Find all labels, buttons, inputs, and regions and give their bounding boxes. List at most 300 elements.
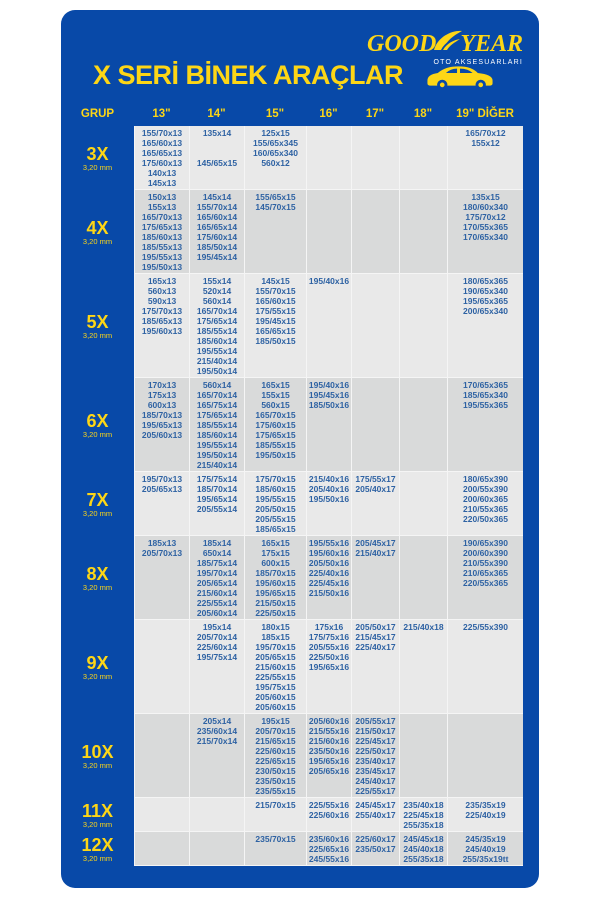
tire-size: 185/70x15 bbox=[255, 567, 296, 578]
group-gauge: 3,20 mm bbox=[82, 429, 113, 439]
tire-size: 210/65x365 bbox=[463, 567, 508, 578]
tire-size: 155/70x14 bbox=[196, 201, 238, 212]
tire-size: 245/40x17 bbox=[355, 775, 396, 786]
tire-size: 235/70x15 bbox=[255, 833, 296, 844]
sizes-4x-col2 bbox=[244, 190, 306, 274]
tire-size: 195/65x16 bbox=[308, 755, 350, 766]
group-row-8x bbox=[61, 536, 523, 620]
tire-size: 175/65x14 bbox=[196, 409, 238, 420]
tire-size: 165/60x15 bbox=[255, 295, 296, 306]
tire-size: 175/60x13 bbox=[141, 157, 183, 168]
sizes-7x-col3 bbox=[306, 472, 351, 536]
tire-size: 600x13 bbox=[147, 399, 177, 410]
col-header-15: 15" bbox=[265, 108, 285, 120]
tire-size: 145/70x15 bbox=[255, 201, 296, 212]
sizes-8x-col6 bbox=[447, 536, 523, 620]
tire-size: 175/65x15 bbox=[255, 429, 296, 440]
group-row-12x bbox=[61, 832, 523, 866]
tire-size: 225/45x16 bbox=[308, 577, 350, 588]
tire-size: 205/70x13 bbox=[141, 547, 183, 558]
logo-year-text: YEAR bbox=[460, 31, 523, 57]
sizes-3x-col4 bbox=[351, 126, 399, 190]
tire-size: 170/65x365 bbox=[463, 379, 508, 390]
sizes-6x-col0 bbox=[134, 378, 189, 472]
tire-size: 255/35x19tt bbox=[462, 853, 509, 864]
sizes-3x-col5 bbox=[399, 126, 447, 190]
tire-size bbox=[190, 138, 244, 148]
group-row-3x bbox=[61, 126, 523, 190]
tire-size: 195/65x16 bbox=[308, 661, 350, 672]
tire-size: 225/55x14 bbox=[196, 597, 238, 608]
sizes-12x-col4 bbox=[351, 832, 399, 866]
tire-size: 225/45x17 bbox=[355, 735, 396, 746]
tire-size: 195/55x14 bbox=[196, 439, 238, 450]
tire-size: 185/70x13 bbox=[141, 409, 183, 420]
sizes-9x-col1 bbox=[189, 620, 244, 714]
tire-size: 220/50x365 bbox=[463, 513, 508, 524]
logo-good-text: GOOD bbox=[366, 31, 437, 57]
tire-size: 200/55x390 bbox=[463, 483, 508, 494]
tire-size: 175/70x13 bbox=[141, 305, 183, 316]
page-title: X SERİ BİNEK ARAÇLAR bbox=[93, 60, 404, 90]
tire-size: 195/50x14 bbox=[196, 449, 238, 460]
sizes-11x-col2 bbox=[244, 798, 306, 832]
tire-size: 165/70x12 bbox=[465, 127, 506, 138]
tire-size: 195/40x16 bbox=[308, 379, 350, 390]
group-name: 9X bbox=[86, 652, 109, 673]
tire-size: 165x13 bbox=[147, 275, 177, 286]
sizes-6x-col2 bbox=[244, 378, 306, 472]
group-gauge: 3,20 mm bbox=[82, 582, 113, 592]
tire-size: 175x16 bbox=[314, 621, 344, 632]
tire-size: 185/55x14 bbox=[196, 325, 238, 336]
tire-size: 560x12 bbox=[261, 157, 290, 168]
tire-size: 185x14 bbox=[202, 537, 232, 548]
title-row bbox=[93, 60, 497, 91]
sizes-7x-col4 bbox=[351, 472, 399, 536]
tire-size: 185/60x13 bbox=[141, 231, 183, 242]
tire-size: 165x15 bbox=[261, 379, 290, 390]
tire-size: 225/60x16 bbox=[308, 809, 350, 820]
tire-size: 205/65x13 bbox=[141, 483, 183, 494]
tire-size: 175/70x12 bbox=[465, 211, 506, 222]
tire-size: 195/50x16 bbox=[308, 493, 350, 504]
tire-size: 185/55x15 bbox=[255, 439, 296, 450]
tire-size: 215/60x16 bbox=[308, 735, 350, 746]
tire-size: 215/40x18 bbox=[403, 621, 444, 632]
tire-size: 195/65x15 bbox=[255, 587, 296, 598]
tire-size: 205/65x14 bbox=[196, 577, 238, 588]
group-gauge: 3,20 mm bbox=[82, 330, 113, 340]
brochure-card bbox=[61, 10, 539, 888]
tire-size: 205/60x13 bbox=[141, 429, 183, 440]
sizes-9x-col4 bbox=[351, 620, 399, 714]
column-header-row bbox=[61, 106, 523, 122]
tire-size: 155/65x345 bbox=[253, 137, 298, 148]
tire-size: 185/75x14 bbox=[196, 557, 238, 568]
tire-size: 235/55x15 bbox=[255, 785, 296, 796]
group-name: 4X bbox=[86, 217, 109, 238]
tire-size: 245/55x16 bbox=[308, 853, 350, 864]
group-gauge: 3,20 mm bbox=[82, 819, 113, 829]
tire-size: 195/60x13 bbox=[141, 325, 183, 336]
sizes-11x-col1 bbox=[189, 798, 244, 832]
sizes-12x-col0 bbox=[134, 832, 189, 866]
tire-size: 175/60x15 bbox=[255, 419, 296, 430]
tire-size: 155/70x13 bbox=[141, 127, 183, 138]
tire-size: 195/65x13 bbox=[141, 419, 183, 430]
tire-size: 145/65x15 bbox=[196, 157, 238, 168]
sizes-7x-col2 bbox=[244, 472, 306, 536]
sizes-12x-col2 bbox=[244, 832, 306, 866]
sizes-8x-col2 bbox=[244, 536, 306, 620]
sizes-7x-col6 bbox=[447, 472, 523, 536]
logo-subtitle: OTO AKSESUARLARI bbox=[433, 59, 523, 66]
tire-size: 225/50x17 bbox=[355, 745, 396, 756]
col-header-13: 13" bbox=[152, 108, 171, 120]
tire-size: 195/70x14 bbox=[196, 567, 238, 578]
tire-size: 200/60x365 bbox=[463, 493, 508, 504]
group-name: 3X bbox=[86, 143, 109, 164]
tire-size: 195/45x15 bbox=[255, 315, 296, 326]
tire-size: 195/60x15 bbox=[255, 577, 296, 588]
tire-size: 195/75x15 bbox=[255, 681, 296, 692]
tire-size: 215/40x14 bbox=[196, 355, 238, 366]
sizes-4x-col0 bbox=[134, 190, 189, 274]
sizes-10x-col6 bbox=[447, 714, 523, 798]
group-label-10x bbox=[61, 714, 134, 798]
tire-size: 205/55x17 bbox=[355, 715, 396, 726]
tire-size: 205x14 bbox=[202, 715, 232, 726]
group-row-11x bbox=[61, 798, 523, 832]
tire-size: 560x15 bbox=[261, 399, 290, 410]
tire-size: 215/55x16 bbox=[308, 725, 350, 736]
tire-size: 215/40x17 bbox=[355, 547, 396, 558]
tire-size: 195/50x14 bbox=[196, 365, 238, 376]
tire-size: 165x15 bbox=[261, 537, 290, 548]
sizes-10x-col2 bbox=[244, 714, 306, 798]
tire-size bbox=[190, 148, 244, 158]
tire-size: 225/65x15 bbox=[255, 755, 296, 766]
tire-size: 155/65x15 bbox=[255, 191, 296, 202]
tire-size: 195/45x16 bbox=[308, 389, 350, 400]
group-name: 12X bbox=[81, 834, 114, 855]
tire-size: 205/50x15 bbox=[255, 503, 296, 514]
sizes-4x-col4 bbox=[351, 190, 399, 274]
tire-size: 650x14 bbox=[202, 547, 232, 558]
tire-size: 205/60x15 bbox=[255, 701, 296, 712]
tire-size: 150x13 bbox=[147, 191, 177, 202]
sizes-3x-col0 bbox=[134, 126, 189, 190]
tire-size: 590x13 bbox=[147, 295, 177, 306]
tire-size: 235/60x16 bbox=[308, 833, 350, 844]
tire-size: 205/40x17 bbox=[355, 483, 396, 494]
tire-size: 185/60x15 bbox=[255, 483, 296, 494]
tire-size: 225/55x17 bbox=[355, 785, 396, 796]
tire-size: 190/65x390 bbox=[463, 537, 508, 548]
group-label-6x bbox=[61, 378, 134, 472]
tire-size: 175/60x14 bbox=[196, 231, 238, 242]
tire-size: 185/50x15 bbox=[255, 335, 296, 346]
tire-size: 185/65x15 bbox=[255, 523, 296, 534]
sizes-8x-col4 bbox=[351, 536, 399, 620]
sizes-6x-col6 bbox=[447, 378, 523, 472]
tire-size: 180x15 bbox=[261, 621, 290, 632]
sizes-5x-col0 bbox=[134, 274, 189, 378]
sizes-6x-col3 bbox=[306, 378, 351, 472]
sizes-9x-col0 bbox=[134, 620, 189, 714]
group-name: 7X bbox=[86, 489, 109, 510]
sizes-10x-col3 bbox=[306, 714, 351, 798]
tire-size: 200/60x390 bbox=[463, 547, 508, 558]
tire-size: 205/60x15 bbox=[255, 691, 296, 702]
tire-size: 225/45x18 bbox=[403, 809, 444, 820]
tire-size: 145x14 bbox=[202, 191, 232, 202]
tire-size: 135x15 bbox=[471, 191, 500, 202]
sizes-7x-col1 bbox=[189, 472, 244, 536]
tire-size: 215/70x15 bbox=[255, 799, 296, 810]
tire-size: 245/45x18 bbox=[403, 833, 444, 844]
tire-size: 175/70x15 bbox=[255, 473, 296, 484]
sizes-4x-col5 bbox=[399, 190, 447, 274]
sizes-8x-col5 bbox=[399, 536, 447, 620]
sizes-9x-col5 bbox=[399, 620, 447, 714]
tire-size: 170x13 bbox=[147, 379, 177, 390]
sizes-9x-col3 bbox=[306, 620, 351, 714]
tire-size: 170/65x340 bbox=[463, 231, 508, 242]
tire-size: 225/65x16 bbox=[308, 843, 350, 854]
group-row-5x bbox=[61, 274, 523, 378]
col-header-14: 14" bbox=[207, 108, 226, 120]
sizes-3x-col1 bbox=[189, 126, 244, 190]
tire-size: 185x13 bbox=[147, 537, 177, 548]
tire-size: 175/55x15 bbox=[255, 305, 296, 316]
tire-size: 225/55x16 bbox=[308, 799, 350, 810]
tire-size: 235/35x19 bbox=[465, 799, 506, 810]
tire-size: 520x14 bbox=[202, 285, 232, 296]
tire-size: 145x13 bbox=[147, 177, 177, 188]
car-icon bbox=[423, 61, 497, 91]
tire-size: 205/50x17 bbox=[355, 621, 396, 632]
tire-size: 210/55x390 bbox=[463, 557, 508, 568]
tire-size: 155x13 bbox=[147, 201, 177, 212]
tire-size: 195/75x14 bbox=[196, 651, 238, 662]
sizes-6x-col1 bbox=[189, 378, 244, 472]
tire-size: 225/40x16 bbox=[308, 567, 350, 578]
sizes-6x-col4 bbox=[351, 378, 399, 472]
tire-size: 195/55x15 bbox=[255, 493, 296, 504]
size-table bbox=[61, 126, 523, 866]
sizes-3x-col3 bbox=[306, 126, 351, 190]
tire-size: 255/40x17 bbox=[355, 809, 396, 820]
tire-size: 175/75x16 bbox=[308, 631, 350, 642]
tire-size: 195/40x16 bbox=[308, 275, 350, 286]
group-gauge: 3,20 mm bbox=[82, 236, 113, 246]
tire-size: 225/50x16 bbox=[308, 651, 350, 662]
tire-size: 235/50x17 bbox=[355, 843, 396, 854]
sizes-10x-col1 bbox=[189, 714, 244, 798]
tire-size: 225/60x14 bbox=[196, 641, 238, 652]
tire-size: 175/55x17 bbox=[355, 473, 396, 484]
sizes-8x-col1 bbox=[189, 536, 244, 620]
tire-size: 205/65x16 bbox=[308, 765, 350, 776]
group-label-12x bbox=[61, 832, 134, 866]
tire-size: 215/65x15 bbox=[255, 735, 296, 746]
sizes-4x-col6 bbox=[447, 190, 523, 274]
tire-size: 205/60x14 bbox=[196, 607, 238, 618]
tire-size: 185x15 bbox=[261, 631, 290, 642]
tire-size: 195/50x13 bbox=[141, 261, 183, 272]
tire-size: 195/65x14 bbox=[196, 493, 238, 504]
tire-size: 165/65x14 bbox=[196, 221, 238, 232]
group-label-9x bbox=[61, 620, 134, 714]
tire-size: 165/70x13 bbox=[141, 211, 183, 222]
tire-size: 245/45x17 bbox=[355, 799, 396, 810]
tire-size: 225/40x19 bbox=[465, 809, 506, 820]
tire-size: 160/65x340 bbox=[253, 147, 298, 158]
tire-size: 560x14 bbox=[202, 379, 232, 390]
group-label-7x bbox=[61, 472, 134, 536]
tire-size: 235/50x16 bbox=[308, 745, 350, 756]
col-header-16: 16" bbox=[319, 108, 338, 120]
tire-size: 235/60x14 bbox=[196, 725, 238, 736]
tire-size: 165/70x14 bbox=[196, 305, 238, 316]
tire-size: 175x15 bbox=[261, 547, 290, 558]
tire-size: 560x13 bbox=[147, 285, 177, 296]
group-name: 6X bbox=[86, 410, 109, 431]
sizes-7x-col5 bbox=[399, 472, 447, 536]
sizes-12x-col1 bbox=[189, 832, 244, 866]
tire-size: 210/55x365 bbox=[463, 503, 508, 514]
tire-size: 185/65x13 bbox=[141, 315, 183, 326]
tire-size: 195/55x365 bbox=[463, 399, 508, 410]
group-gauge: 3,20 mm bbox=[82, 760, 113, 770]
tire-size: 185/50x14 bbox=[196, 241, 238, 252]
tire-size: 175/65x13 bbox=[141, 221, 183, 232]
sizes-12x-col3 bbox=[306, 832, 351, 866]
tire-size: 165/70x15 bbox=[255, 409, 296, 420]
group-row-10x bbox=[61, 714, 523, 798]
sizes-5x-col6 bbox=[447, 274, 523, 378]
col-header-18: 18" bbox=[413, 108, 433, 120]
tire-size: 195/55x16 bbox=[308, 537, 350, 548]
tire-size: 195/60x16 bbox=[308, 547, 350, 558]
sizes-12x-col6 bbox=[447, 832, 523, 866]
sizes-6x-col5 bbox=[399, 378, 447, 472]
tire-size: 155x14 bbox=[202, 275, 232, 286]
tire-size: 195/65x365 bbox=[463, 295, 508, 306]
sizes-9x-col2 bbox=[244, 620, 306, 714]
sizes-11x-col6 bbox=[447, 798, 523, 832]
group-gauge: 3,20 mm bbox=[82, 508, 113, 518]
tire-size: 205/70x15 bbox=[255, 725, 296, 736]
tire-size: 205/55x14 bbox=[196, 503, 238, 514]
goodyear-wordmark bbox=[367, 30, 523, 58]
tire-size: 145x15 bbox=[261, 275, 290, 286]
sizes-8x-col3 bbox=[306, 536, 351, 620]
tire-size: 560x14 bbox=[202, 295, 232, 306]
group-gauge: 3,20 mm bbox=[82, 162, 113, 172]
tire-size: 205/55x16 bbox=[308, 641, 350, 652]
tire-size: 135x14 bbox=[202, 127, 232, 138]
sizes-5x-col5 bbox=[399, 274, 447, 378]
tire-size: 255/35x18 bbox=[403, 819, 444, 830]
sizes-5x-col1 bbox=[189, 274, 244, 378]
group-gauge: 3,20 mm bbox=[82, 853, 113, 863]
tire-size: 185/55x13 bbox=[141, 241, 183, 252]
group-gauge: 3,20 mm bbox=[82, 671, 113, 681]
tire-size: 215/70x14 bbox=[196, 735, 238, 746]
sizes-11x-col4 bbox=[351, 798, 399, 832]
tire-size: 185/70x14 bbox=[196, 483, 238, 494]
group-label-11x bbox=[61, 798, 134, 832]
tire-size: 185/50x16 bbox=[308, 399, 350, 410]
group-name: 11X bbox=[81, 800, 114, 821]
sizes-11x-col3 bbox=[306, 798, 351, 832]
group-label-5x bbox=[61, 274, 134, 378]
group-row-7x bbox=[61, 472, 523, 536]
sizes-7x-col0 bbox=[134, 472, 189, 536]
tire-size: 165/65x13 bbox=[141, 147, 183, 158]
group-row-4x bbox=[61, 190, 523, 274]
tire-size: 245/40x19 bbox=[465, 843, 506, 854]
sizes-3x-col2 bbox=[244, 126, 306, 190]
tire-size: 205/60x16 bbox=[308, 715, 350, 726]
tire-size: 165/75x14 bbox=[196, 399, 238, 410]
tire-size: 205/45x17 bbox=[355, 537, 396, 548]
sizes-11x-col5 bbox=[399, 798, 447, 832]
tire-size: 205/40x16 bbox=[308, 483, 350, 494]
tire-size: 225/55x390 bbox=[463, 621, 508, 632]
sizes-10x-col5 bbox=[399, 714, 447, 798]
tire-size: 195/45x14 bbox=[196, 251, 238, 262]
tire-size: 170/55x365 bbox=[463, 221, 508, 232]
sizes-10x-col4 bbox=[351, 714, 399, 798]
group-name: 8X bbox=[86, 563, 109, 584]
tire-size: 235/50x15 bbox=[255, 775, 296, 786]
group-name: 5X bbox=[86, 311, 109, 332]
tire-size: 215/60x15 bbox=[255, 661, 296, 672]
tire-size: 180/65x390 bbox=[463, 473, 508, 484]
col-header-19-diger: 19" DİĞER bbox=[456, 108, 514, 120]
sizes-8x-col0 bbox=[134, 536, 189, 620]
group-name: 10X bbox=[81, 741, 114, 762]
tire-size: 215/50x17 bbox=[355, 725, 396, 736]
tire-size: 200/65x340 bbox=[463, 305, 508, 316]
tire-size: 165/60x14 bbox=[196, 211, 238, 222]
tire-size: 600x15 bbox=[261, 557, 290, 568]
sizes-9x-col6 bbox=[447, 620, 523, 714]
tire-size: 245/40x18 bbox=[403, 843, 444, 854]
tire-size: 195/70x15 bbox=[255, 641, 296, 652]
group-label-3x bbox=[61, 126, 134, 190]
tire-size: 190/65x340 bbox=[463, 285, 508, 296]
sizes-11x-col0 bbox=[134, 798, 189, 832]
tire-size: 185/55x14 bbox=[196, 419, 238, 430]
tire-size: 155x15 bbox=[261, 389, 290, 400]
tire-size: 205/55x15 bbox=[255, 513, 296, 524]
sizes-10x-col0 bbox=[134, 714, 189, 798]
group-row-9x bbox=[61, 620, 523, 714]
tire-size: 225/55x15 bbox=[255, 671, 296, 682]
tire-size: 245/35x19 bbox=[465, 833, 506, 844]
tire-size: 205/50x16 bbox=[308, 557, 350, 568]
tire-size: 155x12 bbox=[471, 137, 500, 148]
tire-size: 215/50x16 bbox=[308, 587, 350, 598]
col-header-17: 17" bbox=[365, 108, 385, 120]
tire-size: 165/70x14 bbox=[196, 389, 238, 400]
tire-size: 255/35x18 bbox=[403, 853, 444, 864]
